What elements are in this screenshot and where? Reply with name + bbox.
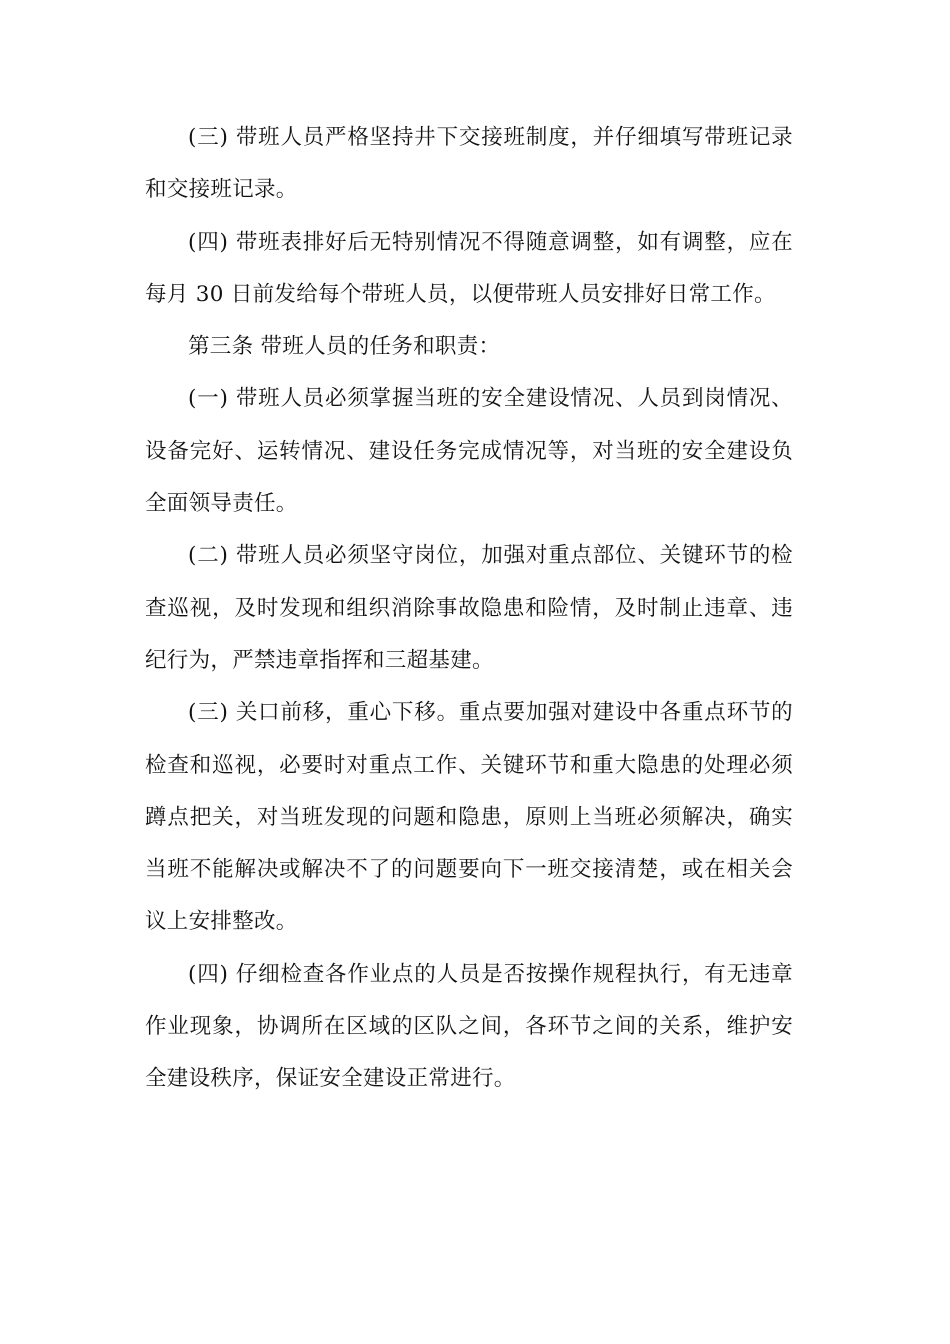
document-body bbox=[145, 112, 793, 1106]
paragraph-handover-system: (三) 带班人员严格坚持井下交接班制度，并仔细填写带班记录和交接班记录。 bbox=[145, 125, 793, 203]
paragraph-duty-four: (四) 仔细检查各作业点的人员是否按操作规程执行，有无违章作业现象，协调所在区域的区队之间，各环节之间的关系，维护安全建设秩序，保证安全建设正常进行。 bbox=[145, 961, 793, 1092]
paragraph-duty-one: (一) 带班人员必须掌握当班的安全建设情况、人员到岗情况、设备完好、运转情况、建设任务完成情况等，对当班的安全建设负全面领导责任。 bbox=[145, 386, 793, 517]
paragraph-duty-three: (三) 关口前移，重心下移。重点要加强对建设中各重点环节的检查和巡视，必要时对重点工作、关键环节和重大隐患的处理必须蹲点把关，对当班发现的问题和隐患，原则上当班必须解决，确实当班不能解决或解决不了的问题要向下一班交接清楚，或在相关会议上安排整改。 bbox=[145, 700, 793, 935]
paragraph-duty-two: (二) 带班人员必须坚守岗位，加强对重点部位、关键环节的检查巡视，及时发现和组织消除事故隐患和险情，及时制止违章、违纪行为，严禁违章指挥和三超基建。 bbox=[145, 543, 793, 673]
article-three-heading: 第三条 带班人员的任务和职责： bbox=[188, 334, 501, 360]
paragraph-schedule-adjustment: (四) 带班表排好后无特别情况不得随意调整，如有调整，应在每月 30 日前发给每个带班人员，以便带班人员安排好日常工作。 bbox=[145, 229, 793, 307]
